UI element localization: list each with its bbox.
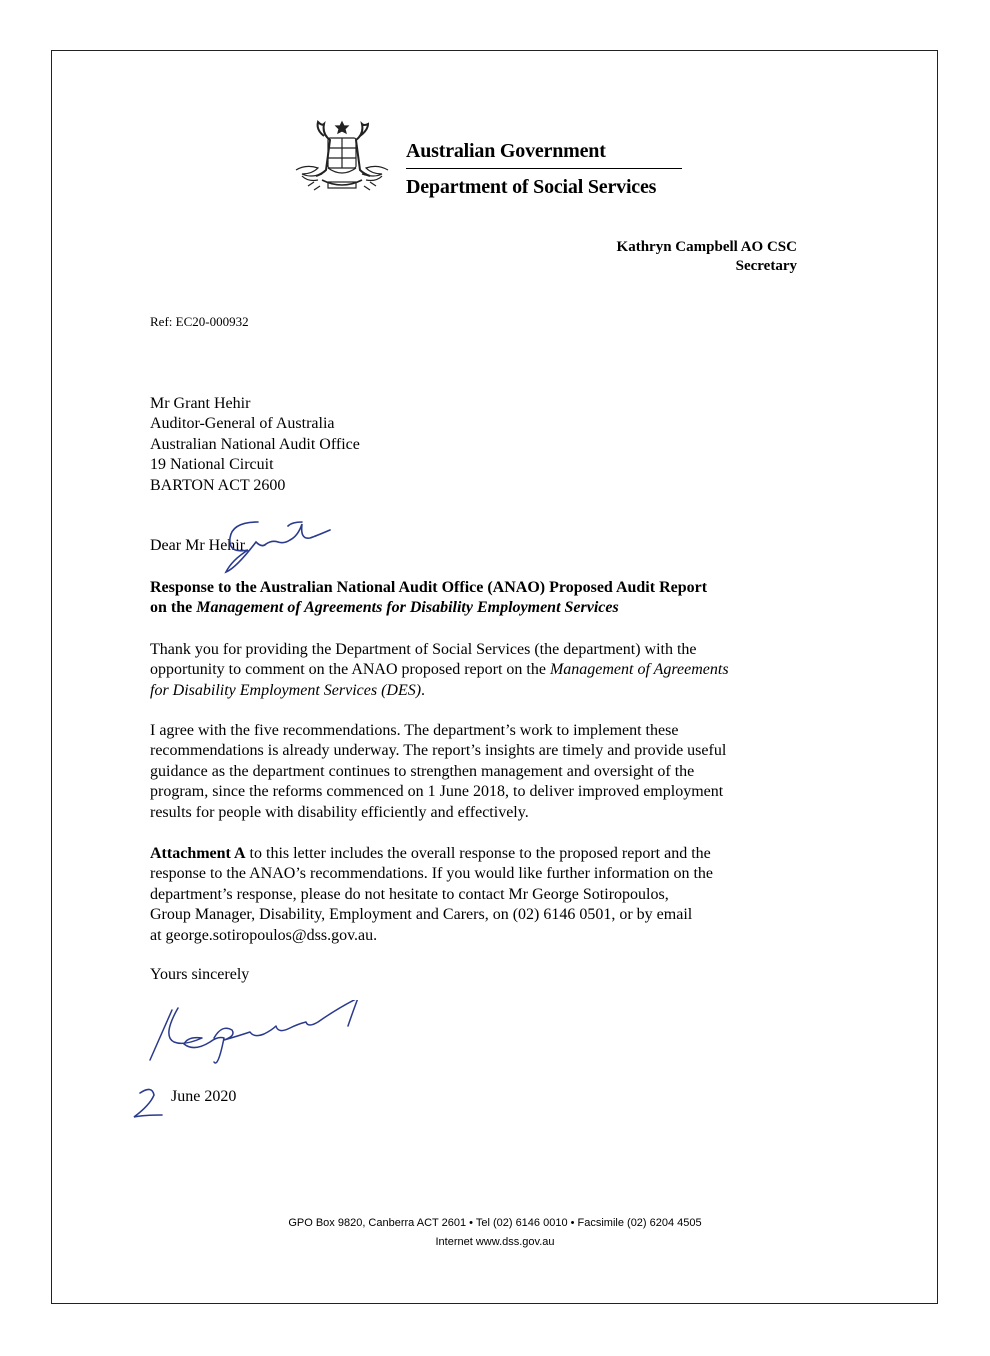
paragraph-line <box>150 681 810 701</box>
sender-block <box>617 238 797 276</box>
paragraph-text: to this letter includes the overall response to the proposed report and the <box>245 845 711 862</box>
paragraph-line: at george.sotiropoulos@dss.gov.au. <box>150 926 378 944</box>
paragraph-line: Group Manager, Disability, Employment and Carers, on (02) 6146 0501, or by email <box>150 906 693 924</box>
address-line: Auditor-General of Australia <box>150 415 335 433</box>
paragraph-text: opportunity to comment on the ANAO proposed report on the <box>150 661 550 679</box>
attachment-label: Attachment A <box>150 845 246 862</box>
subject-line-1: Response to the Australian National Audit Office (ANAO) Proposed Audit Report <box>150 579 708 596</box>
footer-website: Internet www.dss.gov.au <box>435 1236 555 1248</box>
paragraph-line: Thank you for providing the Department of Social Services (the department) with the <box>150 641 697 658</box>
address-line: 19 National Circuit <box>150 456 274 474</box>
paragraph-line: guidance as the department continues to strengthen management and oversight of the <box>150 762 695 780</box>
paragraph-line <box>150 660 810 680</box>
handwritten-grant-signature <box>190 508 340 578</box>
footer-address: GPO Box 9820, Canberra ACT 2601 • Tel (02) 6146 0010 • Facsimile (02) 6204 4505 <box>288 1217 702 1229</box>
recipient-address <box>150 394 360 496</box>
address-line: Mr Grant Hehir <box>150 395 251 412</box>
department-name: Department of Social Services <box>406 176 657 198</box>
footer-contact <box>0 1214 990 1252</box>
paragraph-line: program, since the reforms commenced on 1 June 2018, to deliver improved employment <box>150 783 724 801</box>
report-title-italic: Management of Agreements <box>549 661 729 679</box>
handwritten-date-day <box>130 1085 168 1121</box>
header-divider <box>406 168 682 169</box>
paragraph-text: . <box>421 681 426 699</box>
paragraph-line: department’s response, please do not hesitate to contact Mr George Sotiropoulos, <box>150 885 669 903</box>
salutation: Dear Mr Hehir <box>150 537 246 554</box>
government-name: Australian Government <box>406 140 606 162</box>
address-line: BARTON ACT 2600 <box>150 476 286 494</box>
paragraph-thanks <box>150 640 810 701</box>
handwritten-day-mark <box>130 1085 168 1121</box>
paragraph-attachment <box>150 844 810 946</box>
paragraph-line: I agree with the five recommendations. The department’s work to implement these <box>150 722 679 739</box>
sender-name: Kathryn Campbell AO CSC <box>616 239 797 255</box>
paragraph-line: recommendations is already underway. The report’s insights are timely and provide useful <box>150 742 727 760</box>
closing: Yours sincerely <box>150 966 250 983</box>
date-text: June 2020 <box>171 1088 237 1105</box>
report-title-italic: for Disability Employment Services (DES) <box>150 681 422 699</box>
paragraph-agreement <box>150 721 810 823</box>
address-line: Australian National Audit Office <box>150 435 360 453</box>
sender-title: Secretary <box>735 258 797 274</box>
subject-heading <box>150 578 707 619</box>
subject-prefix: on the <box>150 599 197 617</box>
subject-line-2 <box>150 598 707 618</box>
paragraph-line: response to the ANAO’s recommendations. If you would like further information on the <box>150 865 713 883</box>
subject-report-title: Management of Agreements for Disability Employment Services <box>196 599 619 617</box>
paragraph-line <box>150 844 810 864</box>
reference-number: Ref: EC20-000932 <box>150 314 249 329</box>
handwritten-signature <box>142 1000 452 1065</box>
coat-of-arms-icon <box>288 118 396 200</box>
paragraph-line: results for people with disability efficiently and effectively. <box>150 803 529 821</box>
